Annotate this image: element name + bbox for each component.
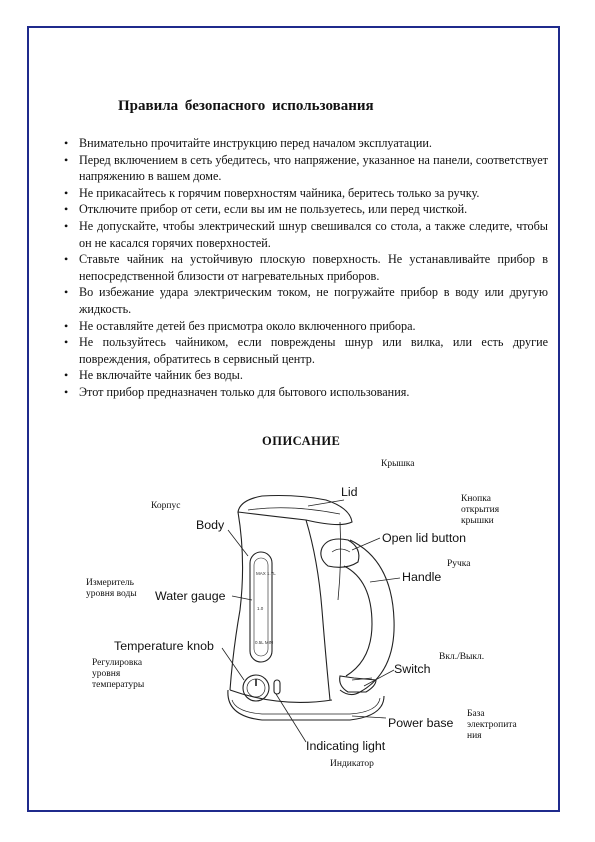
label-switch: Switch [394, 662, 431, 676]
rule-item: • Перед включением в сеть убедитесь, что напряжение, указанное на панели, соответствует напряжению в вашем доме. [62, 152, 548, 185]
power-base-outline [228, 690, 384, 720]
rule-item: • Не допускайте, чтобы электрический шнур свешивался со стола, а также следите, чтобы он не касался горячих поверхностей. [62, 218, 548, 251]
gauge-mark-min: 0.5L MIN [255, 640, 274, 645]
kettle-body-outline [230, 512, 243, 690]
label-open-lid-button-ru: Кнопка открытия крышки [461, 494, 500, 526]
label-handle-ru: Ручка [447, 559, 471, 569]
description-heading: ОПИСАНИЕ [262, 434, 341, 448]
rule-item: • Не пользуйтесь чайником, если повреждены шнур или вилка, или есть другие повреждения, обратитесь в сервисный центр. [62, 334, 548, 367]
label-indicating-light-ru: Индикатор [330, 759, 374, 769]
lid-outline [238, 496, 352, 525]
gauge-mark-max: MAX 1.7L [256, 571, 276, 576]
label-body-ru: Корпус [151, 501, 181, 511]
rule-item: • Не включайте чайник без воды. [62, 367, 548, 384]
label-power-base: Power base [388, 716, 454, 730]
rule-item: • Не оставляйте детей без присмотра около включенного прибора. [62, 318, 548, 335]
rule-item: • Не прикасайтесь к горячим поверхностям чайника, беритесь только за ручку. [62, 185, 548, 202]
rule-item: • Во избежание удара электрическим током, не погружайте прибор в воду или другую жидкость. [62, 284, 548, 317]
indicator-light-outline [274, 680, 280, 694]
label-temperature-knob-ru: Регулировка уровня температуры [92, 658, 145, 690]
rule-item: • Отключите прибор от сети, если вы им не пользуетесь, или перед чисткой. [62, 201, 548, 218]
label-water-gauge-ru: Измеритель уровня воды [86, 578, 137, 599]
label-lid-ru: Крышка [381, 459, 415, 469]
label-indicating-light: Indicating light [306, 739, 386, 753]
rule-item: • Внимательно прочитайте инструкцию перед началом эксплуатации. [62, 135, 548, 152]
label-switch-ru: Вкл./Выкл. [439, 652, 485, 662]
label-water-gauge: Water gauge [155, 589, 226, 603]
page-title: Правила безопасного использования [118, 98, 374, 114]
gauge-mark-mid: 1.0 [257, 606, 264, 611]
label-power-base-ru: База электропита ния [467, 709, 517, 741]
open-lid-button-outline [321, 539, 359, 567]
label-body: Body [196, 518, 225, 532]
rule-item: • Этот прибор предназначен только для бытового использования. [62, 384, 548, 401]
label-lid: Lid [341, 485, 358, 499]
label-handle: Handle [402, 570, 442, 584]
rule-item: • Ставьте чайник на устойчивую плоскую поверхность. Не устанавливайте прибор в непосредственной близости от нагревательных приборов. [62, 251, 548, 284]
label-temperature-knob: Temperature knob [114, 639, 214, 653]
label-open-lid-button: Open lid button [382, 531, 467, 545]
